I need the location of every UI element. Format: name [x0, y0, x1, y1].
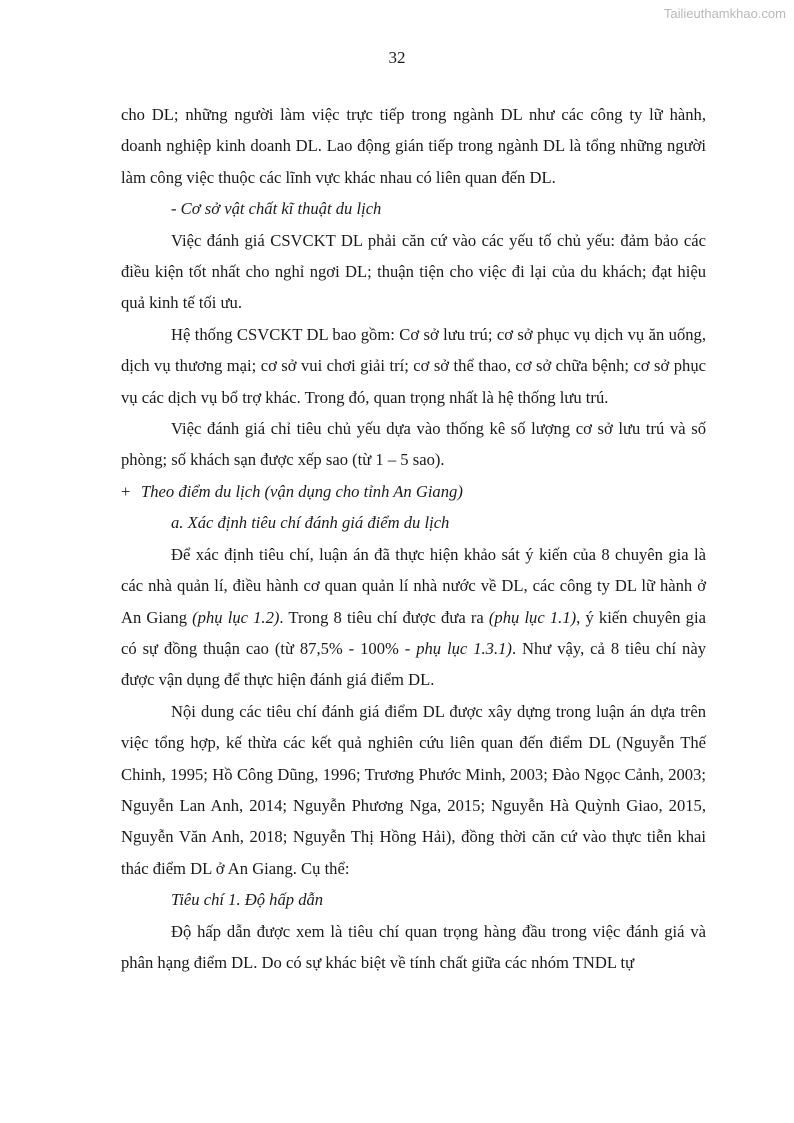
paragraph-attractiveness: Độ hấp dẫn được xem là tiêu chí quan trọng hàng đầu trong việc đánh giá và phân hạng điểm DL. Do có sự khác biệt về tính chất giữa các nhóm TNDL tự	[121, 921, 706, 972]
text-segment: . Như vậy, cả 8 tiêu chí này được vận dụng để thực hiện đánh giá điểm DL.	[121, 638, 706, 690]
paragraph-indicator: Việc đánh giá chỉ tiêu chủ yếu dựa vào thống kê số lượng cơ sở lưu trú và số phòng; số khách sạn được xếp sao (từ 1 – 5 sao).	[121, 419, 706, 470]
watermark: Tailieuthamkhao.com	[663, 6, 786, 21]
heading-criteria-definition: a. Xác định tiêu chí đánh giá điểm du lịch	[171, 513, 450, 533]
page-number: 32	[388, 48, 406, 67]
paragraph-csvckt-evaluation: Việc đánh giá CSVCKT DL phải căn cứ vào các yếu tố chủ yếu: đảm bảo các điều kiện tốt nhất cho nghỉ ngơi DL; thuận tiện cho việc đi lại của du khách; đạt hiệu quả kinh tế tối ưu.	[121, 230, 706, 313]
text-segment: . Trong 8 tiêu chí được đưa ra	[279, 607, 489, 627]
heading-csvckt: - Cơ sở vật chất kĩ thuật du lịch	[171, 199, 382, 219]
appendix-reference: (phụ lục 1.1)	[488, 607, 577, 627]
paragraph-labor: cho DL; những người làm việc trực tiếp trong ngành DL như các công ty lữ hành, doanh nghiệp kinh doanh DL. Lao động gián tiếp trong ngành DL là tổng những người làm công việc thuộc các lĩnh vực khác nhau có liên quan đến DL.	[121, 105, 706, 187]
text-segment: , ý kiến chuyên gia có sự đồng thuận cao (từ 87,5% - 100% -	[121, 607, 706, 658]
document-body	[121, 99, 706, 978]
appendix-reference: phụ lục 1.3.1)	[416, 638, 512, 658]
appendix-reference: (phụ lục 1.2)	[192, 607, 280, 627]
text-segment: Để xác định tiêu chí, luận án đã thực hiện khảo sát ý kiến của 8 chuyên gia là các nhà quản lí, điều hành cơ quan quản lí nhà nước về DL, các công ty DL lữ hành ở An Giang	[121, 544, 706, 627]
paragraph-expert-survey	[121, 539, 706, 696]
heading-criterion-1: Tiêu chí 1. Độ hấp dẫn	[171, 890, 324, 910]
paragraph-csvckt-system: Hệ thống CSVCKT DL bao gồm: Cơ sở lưu trú; cơ sở phục vụ dịch vụ ăn uống, dịch vụ thương mại; cơ sở vui chơi giải trí; cơ sở thể thao, cơ sở chữa bệnh; cơ sở phục vụ các dịch vụ bổ trợ khác. Trong đó, quan trọng nhất là hệ thống lưu trú.	[121, 324, 706, 407]
plus-bullet: +	[121, 481, 131, 501]
heading-tourism-point	[121, 476, 706, 507]
heading-tourism-point-text: Theo điểm du lịch (vận dụng cho tỉnh An Giang)	[141, 481, 463, 501]
paragraph-criteria-content: Nội dung các tiêu chí đánh giá điểm DL được xây dựng trong luận án dựa trên việc tổng hợp, kế thừa các kết quả nghiên cứu liên quan đến điểm DL (Nguyễn Thế Chinh, 1995; Hồ Công Dũng, 1996; Trương Phước Minh, 2003; Đào Ngọc Cảnh, 2003; Nguyễn Lan Anh, 2014; Nguyễn Phương Nga, 2015; Nguyễn Hà Quỳnh Giao, 2015, Nguyễn Văn Anh, 2018; Nguyễn Thị Hồng Hải), đồng thời căn cứ vào thực tiễn khai thác điểm DL ở An Giang. Cụ thể:	[121, 701, 706, 878]
